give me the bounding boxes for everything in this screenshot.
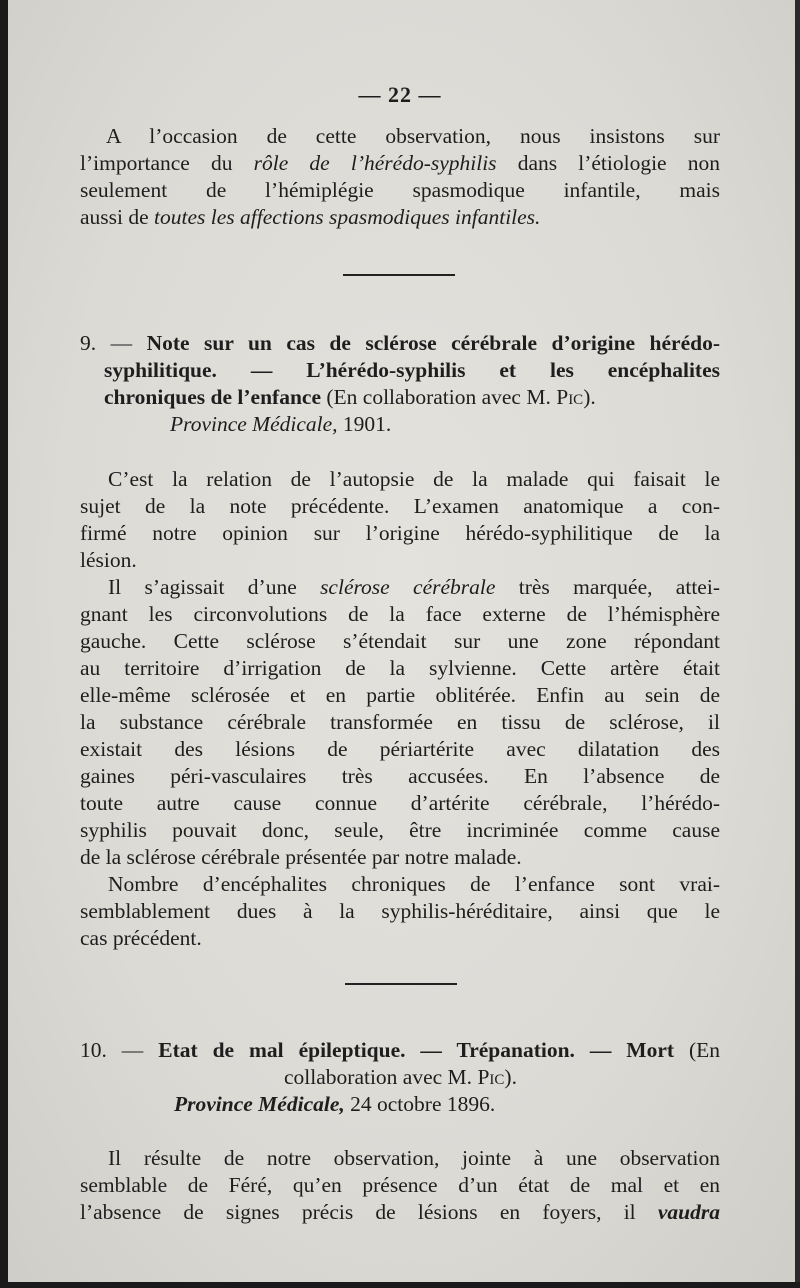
text-line: A l’occasion de cette observation, nous insistons sur (106, 124, 720, 148)
source-citation: Province Médicale, 24 octobre 1896. (174, 1092, 496, 1116)
section-9-body (80, 466, 720, 952)
text-line: cas précédent. (80, 926, 202, 950)
text-line: gauche. Cette sclérose s’étendait sur une zone répondant (80, 629, 720, 653)
heading-line: 9. — Note sur un cas de sclérose cérébrale d’origine hérédo- (80, 331, 721, 355)
text-line: l’importance du rôle de l’hérédo-syphilis dans l’étiologie non (80, 151, 720, 175)
text-line: la substance cérébrale transformée en tissu de sclérose, il (80, 710, 720, 734)
text-line: gnant les circonvolutions de la face externe de l’hémisphère (80, 602, 720, 626)
text-line: de la sclérose cérébrale présentée par notre malade. (80, 845, 522, 869)
source-citation: Province Médicale, 1901. (170, 412, 392, 436)
heading-line: chroniques de l’enfance (En collaboration avec M. Pic). (104, 385, 596, 409)
text-line: Nombre d’encéphalites chroniques de l’enfance sont vrai- (108, 872, 720, 896)
text-line: l’absence de signes précis de lésions en foyers, il vaudra (80, 1200, 720, 1224)
text-line: au territoire d’irrigation de la sylvienne. Cette artère était (80, 656, 720, 680)
text-line: elle-même sclérosée et en partie oblitérée. Enfin au sein de (80, 683, 720, 707)
text-line: sujet de la note précédente. L’examen anatomique a con- (80, 494, 720, 518)
section-10-heading (80, 1037, 720, 1118)
text-line: semblable de Féré, qu’en présence d’un état de mal et en (80, 1173, 720, 1197)
text-line: seulement de l’hémiplégie spasmodique infantile, mais (80, 178, 720, 202)
text-line: gaines péri-vasculaires très accusées. En l’absence de (80, 764, 720, 788)
scan-edge-bottom (0, 1282, 800, 1288)
text-line: firmé notre opinion sur l’origine hérédo-syphilitique de la (80, 521, 720, 545)
text-line: Il résulte de notre observation, jointe à une observation (108, 1146, 720, 1170)
text-line: aussi de toutes les affections spasmodiques infantiles. (80, 205, 541, 229)
section-divider (345, 983, 457, 985)
text-line: semblablement dues à la syphilis-héréditaire, ainsi que le (80, 899, 720, 923)
text-line: toute autre cause connue d’artérite cérébrale, l’hérédo- (80, 791, 720, 815)
scan-edge-left (0, 0, 8, 1288)
text-line: existait des lésions de périartérite avec dilatation des (80, 737, 720, 761)
text-line: lésion. (80, 548, 137, 572)
page-number: — 22 — (358, 82, 442, 107)
section-10-body (80, 1145, 720, 1226)
text-line: syphilis pouvait donc, seule, être incriminée comme cause (80, 818, 720, 842)
text-line: C’est la relation de l’autopsie de la malade qui faisait le (108, 467, 720, 491)
intro-paragraph (80, 123, 720, 231)
text-line: Il s’agissait d’une sclérose cérébrale très marquée, attei- (108, 575, 720, 599)
heading-line: 10. — Etat de mal épileptique. — Trépanation. — Mort (En (80, 1038, 721, 1062)
section-9-heading (80, 330, 720, 438)
heading-line: syphilitique. — L’hérédo-syphilis et les encéphalites (104, 358, 720, 382)
scan-edge-right (795, 0, 800, 1288)
section-divider (343, 274, 455, 276)
heading-line: collaboration avec M. Pic). (284, 1065, 517, 1089)
